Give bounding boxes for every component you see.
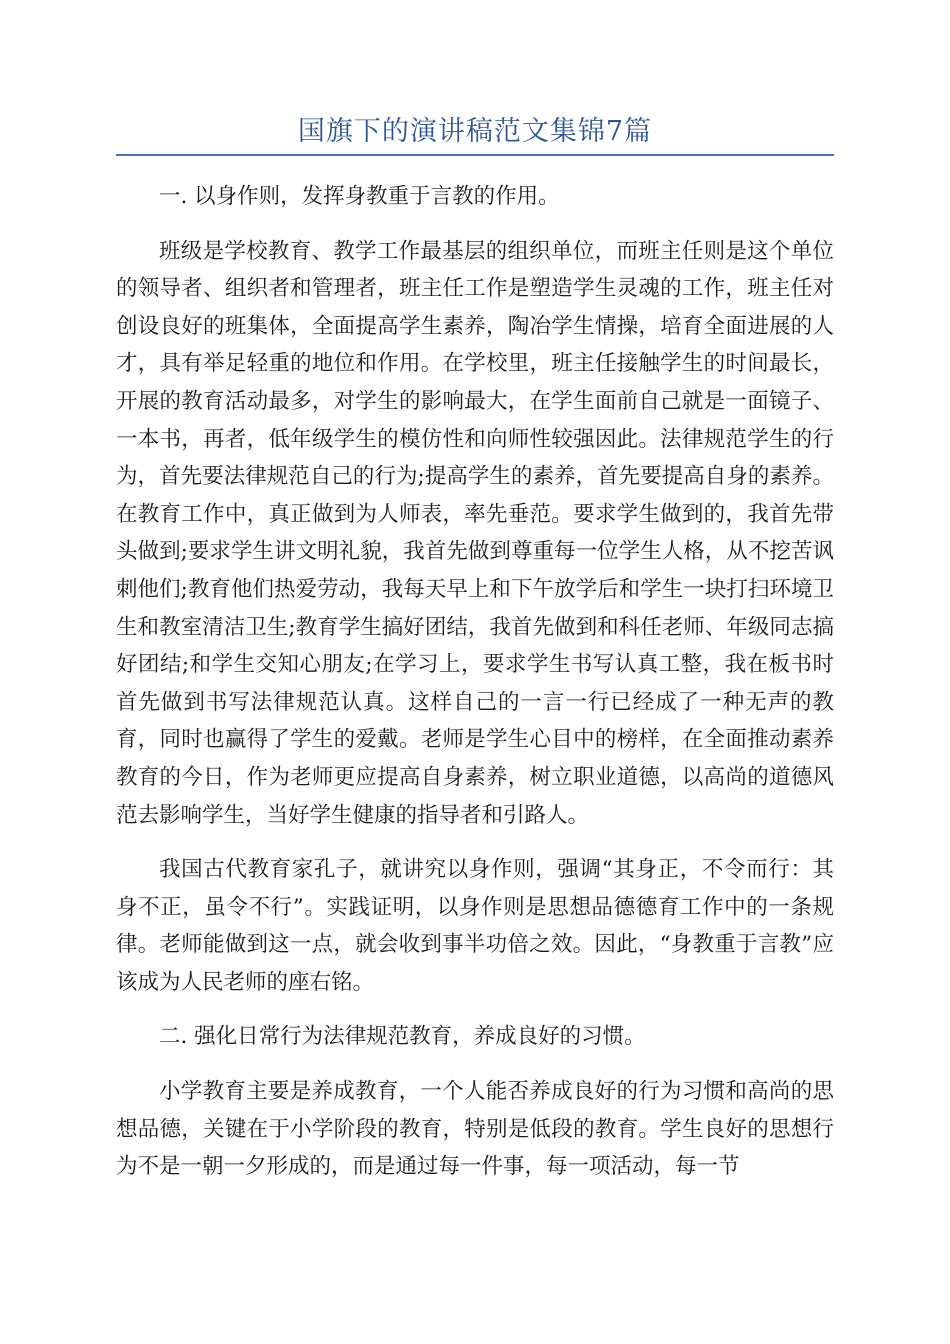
document-body bbox=[116, 178, 834, 1203]
section-heading-2: 二. 强化日常行为法律规范教育，养成良好的习惯。 bbox=[159, 1024, 646, 1050]
document-title: 国旗下的演讲稿范文集锦7篇 bbox=[297, 116, 653, 147]
body-paragraph: 小学教育主要是养成教育，一个人能否养成良好的行为习惯和高尚的思想品德，关键在于小学阶段的教育，特别是低段的教育。学生良好的思想行为不是一朝一夕形成的，而是通过每一件事，每一项活动，每一节 bbox=[116, 1079, 834, 1180]
section-heading-1: 一. 以身作则，发挥身教重于言教的作用。 bbox=[159, 184, 560, 209]
body-paragraph: 班级是学校教育、教学工作最基层的组织单位，而班主任则是这个单位的领导者、组织者和管理者，班主任工作是塑造学生灵魂的工作，班主任对创设良好的班集体，全面提高学生素养，陶冶学生情操，培育全面进展的人才，具有举足轻重的地位和作用。在学校里，班主任接触学生的时间最长，开展的教育活动最多，对学生的影响最大，在学生面前自己就是一面镜子、一本书，再者，低年级学生的模仿性和向师性较强因此。法律规范学生的行为，首先要法律规范自己的行为;提高学生的素养，首先要提高自身的素养。在教育工作中，真正做到为人师表，率先垂范。要求学生做到的，我首先带头做到;要求学生讲文明礼貌，我首先做到尊重每一位学生人格，从不挖苦讽刺他们;教育他们热爱劳动，我每天早上和下午放学后和学生一块打扫环境卫生和教室清洁卫生;教育学生搞好团结，我首先做到和科任老师、年级同志搞好团结;和学生交知心朋友;在学习上，要求学生书写认真工整，我在板书时首先做到书写法律规范认真。这样自己的一言一行已经成了一种无声的教育，同时也赢得了学生的爱戴。老师是学生心目中的榜样，在全面推动素养教育的今日，作为老师更应提高自身素养，树立职业道德，以高尚的道德风范去影响学生，当好学生健康的指导者和引路人。 bbox=[116, 238, 834, 828]
body-paragraph: 我国古代教育家孔子，就讲究以身作则，强调“其身正，不令而行：其身不正，虽令不行”。实践证明，以身作则是思想品德德育工作中的一条规律。老师能做到这一点，就会收到事半功倍之效。因此，“身教重于言教”应该成为人民老师的座右铭。 bbox=[116, 857, 834, 995]
title-underline bbox=[116, 154, 834, 156]
